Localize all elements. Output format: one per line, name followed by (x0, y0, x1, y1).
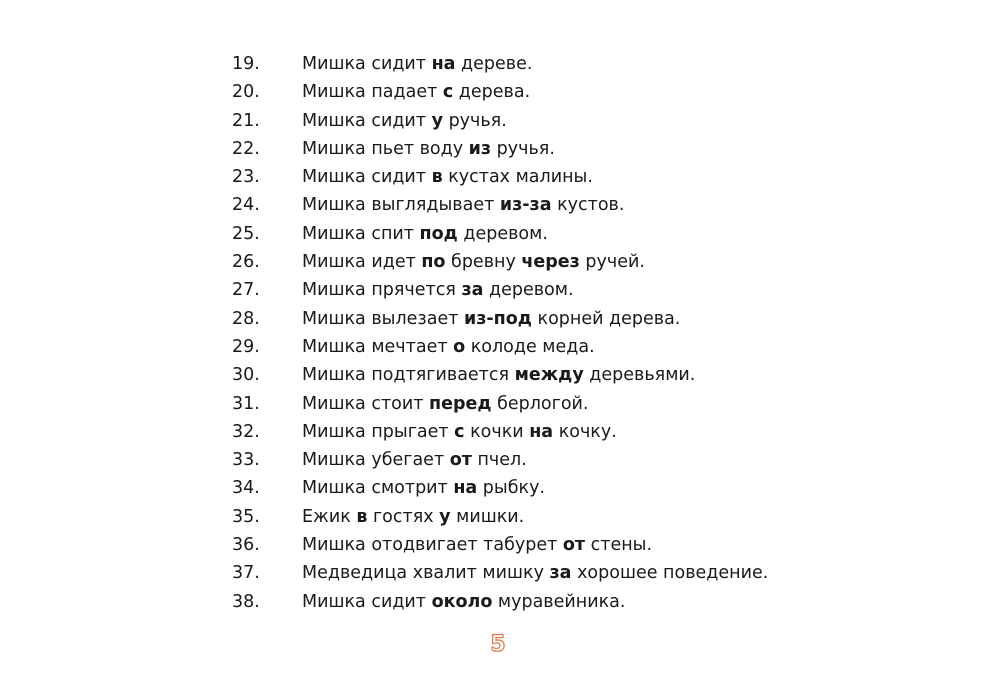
item-number: 19. (232, 54, 260, 74)
item-number: 28. (232, 308, 260, 329)
list-item (232, 507, 768, 535)
sentence-text: мишки. (450, 506, 525, 527)
item-sentence (302, 54, 532, 74)
sentence-text: кустов. (551, 195, 625, 216)
sentence-text: Мишка пьет воду (302, 138, 469, 159)
item-number: 26. (232, 252, 260, 273)
list-item (232, 280, 768, 308)
sentence-text: гостях (367, 506, 440, 527)
list-item (232, 309, 768, 337)
preposition: по (421, 252, 446, 273)
list-item (232, 139, 768, 167)
item-sentence (302, 167, 593, 187)
item-number: 34. (232, 478, 260, 499)
item-number: 36. (232, 535, 260, 556)
list-item (232, 195, 768, 223)
preposition: около (431, 591, 493, 612)
item-number: 21. (232, 110, 260, 131)
sentence-text: стены. (585, 535, 653, 556)
item-number: 35. (232, 506, 260, 527)
sentence-text: Мишка сидит (302, 110, 432, 131)
preposition: между (514, 365, 584, 386)
preposition: через (521, 252, 580, 273)
item-number: 25. (232, 223, 260, 244)
sentence-text: ручей. (579, 252, 645, 273)
item-number: 38. (232, 591, 260, 612)
item-number: 24. (232, 195, 260, 216)
sentence-text: кочку. (553, 421, 617, 442)
list-item (232, 224, 768, 252)
item-number: 30. (232, 365, 260, 386)
sentence-text: ручья. (443, 110, 507, 131)
preposition: под (419, 223, 458, 244)
sentence-text: Мишка сидит (302, 167, 432, 188)
list-item (232, 167, 768, 195)
sentence-text: Мишка подтягивается (302, 365, 515, 386)
preposition: за (549, 563, 572, 584)
item-number: 23. (232, 167, 260, 188)
list-item (232, 450, 768, 478)
sentence-list (232, 54, 768, 620)
sentence-text: Мишка убегает (302, 450, 450, 471)
item-sentence (302, 507, 524, 527)
sentence-text: Мишка мечтает (302, 336, 454, 357)
sentence-text: корней дерева. (531, 308, 681, 329)
preposition: на (431, 54, 456, 74)
sentence-text: хорошее поведение. (571, 563, 769, 584)
preposition: от (562, 535, 586, 556)
list-item (232, 563, 768, 591)
item-sentence (302, 224, 548, 244)
preposition: о (453, 336, 466, 357)
item-sentence (302, 535, 652, 555)
sentence-text: берлогой. (491, 393, 589, 414)
preposition: у (431, 110, 443, 131)
sentence-text: Мишка падает (302, 82, 443, 103)
preposition: на (529, 421, 554, 442)
sentence-text: дерева. (453, 82, 531, 103)
item-number: 32. (232, 421, 260, 442)
sentence-text: деревом. (483, 280, 574, 301)
list-item (232, 337, 768, 365)
page-number: 5 (490, 632, 506, 657)
sentence-text: Мишка вылезает (302, 308, 464, 329)
list-item (232, 365, 768, 393)
sentence-text: кочки (464, 421, 530, 442)
item-number: 27. (232, 280, 260, 301)
sentence-text: Мишка выглядывает (302, 195, 500, 216)
preposition: за (461, 280, 484, 301)
sentence-text: пчел. (471, 450, 527, 471)
sentence-text: Мишка идет (302, 252, 422, 273)
preposition: от (449, 450, 472, 471)
item-sentence (302, 280, 574, 300)
sentence-text: Мишка стоит (302, 393, 429, 414)
sentence-text: Мишка спит (302, 223, 420, 244)
list-item (232, 111, 768, 139)
list-item (232, 394, 768, 422)
preposition: перед (429, 393, 492, 414)
list-item (232, 82, 768, 110)
sentence-text: Мишка отодвигает табурет (302, 535, 563, 556)
sentence-text: колоде меда. (465, 336, 595, 357)
preposition: из-под (463, 308, 532, 329)
preposition: у (439, 506, 451, 527)
item-sentence (302, 365, 695, 385)
item-number: 31. (232, 393, 260, 414)
sentence-text: кустах малины. (442, 167, 593, 188)
item-number: 33. (232, 450, 260, 471)
item-sentence (302, 563, 768, 583)
sentence-text: дереве. (455, 54, 533, 74)
sentence-text: Мишка сидит (302, 54, 432, 74)
item-number: 20. (232, 82, 260, 103)
item-sentence (302, 394, 588, 414)
item-sentence (302, 252, 645, 272)
list-item (232, 422, 768, 450)
sentence-text: Мишка прячется (302, 280, 462, 301)
sentence-text: Ежик (302, 506, 357, 527)
sentence-text: рыбку. (477, 478, 545, 499)
sentence-text: деревом. (457, 223, 548, 244)
item-sentence (302, 592, 625, 612)
sentence-text: Мишка прыгает (302, 421, 455, 442)
preposition: в (431, 167, 443, 188)
preposition: из-за (499, 195, 552, 216)
sentence-text: ручья. (491, 138, 555, 159)
item-number: 37. (232, 563, 260, 584)
preposition: с (442, 82, 454, 103)
item-sentence (302, 82, 530, 102)
item-sentence (302, 337, 595, 357)
preposition: из (468, 138, 492, 159)
list-item (232, 592, 768, 620)
item-number: 22. (232, 138, 260, 159)
item-sentence (302, 139, 555, 159)
preposition: с (454, 421, 465, 442)
sentence-text: деревьями. (583, 365, 696, 386)
list-item (232, 252, 768, 280)
list-item (232, 535, 768, 563)
item-sentence (302, 195, 624, 215)
sentence-text: Мишка смотрит (302, 478, 454, 499)
sentence-text: Медведица хвалит мишку (302, 563, 550, 584)
preposition: на (453, 478, 478, 499)
item-sentence (302, 450, 527, 470)
item-sentence (302, 478, 545, 498)
list-item (232, 478, 768, 506)
sentence-text: бревну (445, 252, 522, 273)
sentence-text: Мишка сидит (302, 591, 432, 612)
list-item (232, 54, 768, 82)
sentence-text: муравейника. (492, 591, 626, 612)
preposition: в (356, 506, 368, 527)
item-sentence (302, 111, 507, 131)
item-sentence (302, 309, 680, 329)
item-number: 29. (232, 336, 260, 357)
item-sentence (302, 422, 617, 442)
